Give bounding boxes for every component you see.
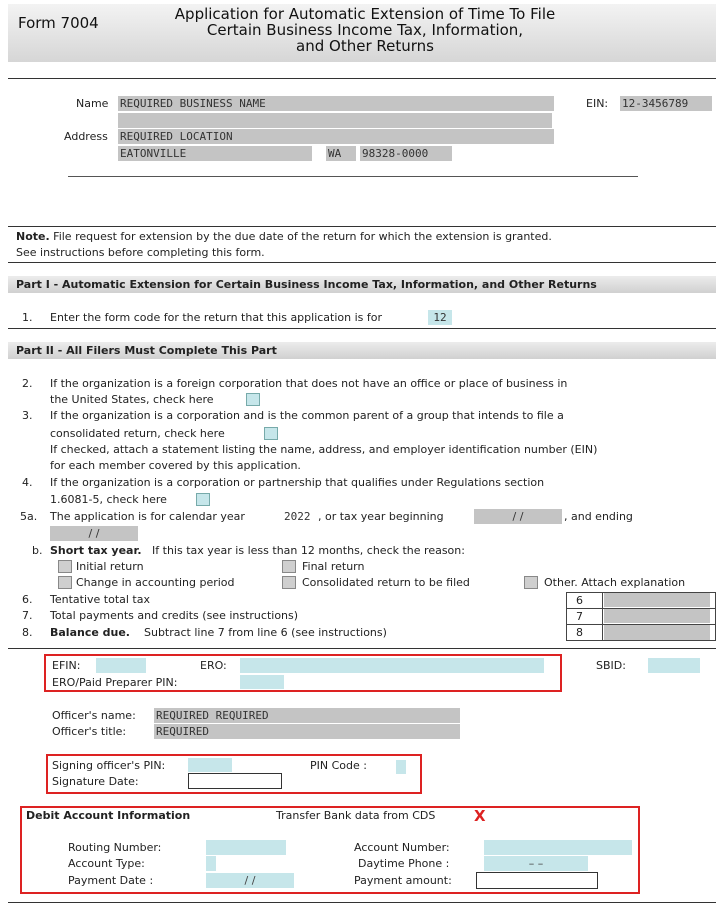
signature-date-label: Signature Date: — [52, 775, 139, 788]
address-field[interactable]: REQUIRED LOCATION — [118, 129, 554, 144]
ero-label: ERO: — [200, 659, 227, 672]
tax-year-begin-field[interactable]: / / — [474, 509, 562, 524]
foreign-corp-checkbox[interactable] — [246, 393, 260, 406]
pin-code-field[interactable] — [396, 760, 406, 774]
consolidated-parent-checkbox[interactable] — [264, 427, 278, 440]
efin-label: EFIN: — [52, 659, 81, 672]
line4-text-b: 1.6081-5, check here — [50, 493, 167, 506]
line5a-number: 5a. — [20, 510, 38, 523]
note-text-2: See instructions before completing this form. — [16, 246, 265, 259]
line1-number: 1. — [22, 311, 33, 324]
zip-field[interactable]: 98328-0000 — [360, 146, 452, 161]
amount-table-col-divider — [602, 592, 603, 641]
account-type-label: Account Type: — [68, 857, 145, 870]
other-label: Other. Attach explanation — [544, 576, 686, 589]
transfer-bank-checkbox[interactable]: X — [474, 807, 486, 825]
routing-label: Routing Number: — [68, 841, 162, 854]
line7-box-label: 7 — [576, 610, 583, 623]
final-return-label: Final return — [302, 560, 365, 573]
payment-amount-field[interactable] — [476, 872, 598, 889]
state-field[interactable]: WA — [326, 146, 356, 161]
line8-number: 8. — [22, 626, 33, 639]
officer-title-label: Officer's title: — [52, 725, 127, 738]
address-label: Address — [64, 130, 108, 143]
payment-date-field[interactable]: / / — [206, 873, 294, 888]
line3-text-a: If the organization is a corporation and is the common parent of a group that intends to file a — [50, 409, 564, 422]
line3-text-c: If checked, attach a statement listing the name, address, and employer identification number (EIN) — [50, 443, 598, 456]
title-line-3: and Other Returns — [296, 37, 434, 55]
ero-field[interactable] — [240, 658, 544, 673]
line4-text-a: If the organization is a corporation or partnership that qualifies under Regulations section — [50, 476, 545, 489]
pin-code-label: PIN Code : — [310, 759, 367, 772]
ero-pin-field[interactable] — [240, 675, 284, 689]
line8-text: Balance due. Subtract line 7 from line 6 (see instructions) — [50, 626, 387, 639]
sbid-field[interactable] — [648, 658, 700, 673]
other-checkbox[interactable] — [524, 576, 538, 589]
tax-year-end-field[interactable]: / / — [50, 526, 138, 541]
consolidated-return-label: Consolidated return to be filed — [302, 576, 470, 589]
calendar-year-field[interactable]: 2022 — [284, 510, 311, 523]
officer-name-label: Officer's name: — [52, 709, 136, 722]
ero-pin-label: ERO/Paid Preparer PIN: — [52, 676, 178, 689]
part2-bottom-line — [8, 648, 716, 649]
form-code-field[interactable]: 12 — [428, 310, 452, 325]
efin-field[interactable] — [96, 658, 146, 673]
account-number-label: Account Number: — [354, 841, 450, 854]
line1-text: Enter the form code for the return that this application is for — [50, 311, 383, 324]
form-number: Form 7004 — [18, 14, 99, 32]
title-line-1: Application for Automatic Extension of Time To File — [174, 5, 556, 23]
line2-number: 2. — [22, 377, 33, 390]
signing-pin-label: Signing officer's PIN: — [52, 759, 166, 772]
line5b-text: Short tax year. If this tax year is less than 12 months, check the reason: — [50, 544, 465, 557]
note-text-1: Note. File request for extension by the due date of the return for which the extension is granted. — [16, 230, 552, 243]
line7-text: Total payments and credits (see instructions) — [50, 609, 299, 622]
part2-heading: Part II - All Filers Must Complete This Part — [8, 342, 716, 359]
final-return-checkbox[interactable] — [282, 560, 296, 573]
payment-amount-label: Payment amount: — [354, 874, 452, 887]
payments-field[interactable] — [604, 609, 710, 623]
daytime-phone-label: Daytime Phone : — [358, 857, 450, 870]
line5a-text: The application is for calendar year — [50, 510, 245, 523]
transfer-bank-label: Transfer Bank data from CDS — [276, 809, 436, 822]
address-underline — [68, 176, 638, 177]
part1-heading: Part I - Automatic Extension for Certain Business Income Tax, Information, and Other Returns — [8, 276, 716, 293]
account-number-field[interactable] — [484, 840, 632, 855]
line3-text-b: consolidated return, check here — [50, 427, 225, 440]
note-top-line — [8, 226, 716, 227]
change-accounting-checkbox[interactable] — [58, 576, 72, 589]
signing-pin-field[interactable] — [188, 758, 232, 772]
change-accounting-label: Change in accounting period — [76, 576, 235, 589]
part1-bottom-line — [8, 328, 716, 329]
signature-date-field[interactable] — [188, 773, 282, 789]
line6-number: 6. — [22, 593, 33, 606]
daytime-phone-field[interactable]: – – — [484, 856, 588, 871]
city-field[interactable]: EATONVILLE — [118, 146, 312, 161]
title-line-2: Certain Business Income Tax, Information, — [206, 21, 524, 39]
line8-box-label: 8 — [576, 626, 583, 639]
line5a-ending-label: , and ending — [564, 510, 633, 523]
line6-box-label: 6 — [576, 594, 583, 607]
debit-heading: Debit Account Information — [26, 809, 191, 822]
sbid-label: SBID: — [596, 659, 626, 672]
routing-field[interactable] — [206, 840, 286, 855]
line5a-mid-text: , or tax year beginning — [318, 510, 444, 523]
payment-date-label: Payment Date : — [68, 874, 154, 887]
tentative-tax-field[interactable] — [604, 593, 710, 607]
note-bottom-line — [8, 262, 716, 263]
consolidated-return-checkbox[interactable] — [282, 576, 296, 589]
account-type-field[interactable] — [206, 856, 216, 871]
ein-label: EIN: — [586, 97, 609, 110]
balance-due-field[interactable] — [604, 625, 710, 640]
name-line-2-field[interactable] — [118, 113, 552, 128]
name-label: Name — [76, 97, 109, 110]
business-name-field[interactable]: REQUIRED BUSINESS NAME — [118, 96, 554, 111]
line4-number: 4. — [22, 476, 33, 489]
line3-text-d: for each member covered by this application. — [50, 459, 301, 472]
initial-return-label: Initial return — [76, 560, 144, 573]
line2-text-a: If the organization is a foreign corporation that does not have an office or place of business in — [50, 377, 568, 390]
header-divider — [8, 78, 716, 79]
ein-field[interactable]: 12-3456789 — [620, 96, 712, 111]
line2-text-b: the United States, check here — [50, 393, 214, 406]
line3-number: 3. — [22, 409, 33, 422]
regulations-checkbox[interactable] — [196, 493, 210, 506]
officer-title-field[interactable]: REQUIRED — [154, 724, 460, 739]
line7-number: 7. — [22, 609, 33, 622]
form-title — [150, 6, 580, 54]
bottom-line — [8, 902, 716, 903]
initial-return-checkbox[interactable] — [58, 560, 72, 573]
line6-text: Tentative total tax — [50, 593, 150, 606]
line5b-number: b. — [32, 544, 43, 557]
officer-name-field[interactable]: REQUIRED REQUIRED — [154, 708, 460, 723]
